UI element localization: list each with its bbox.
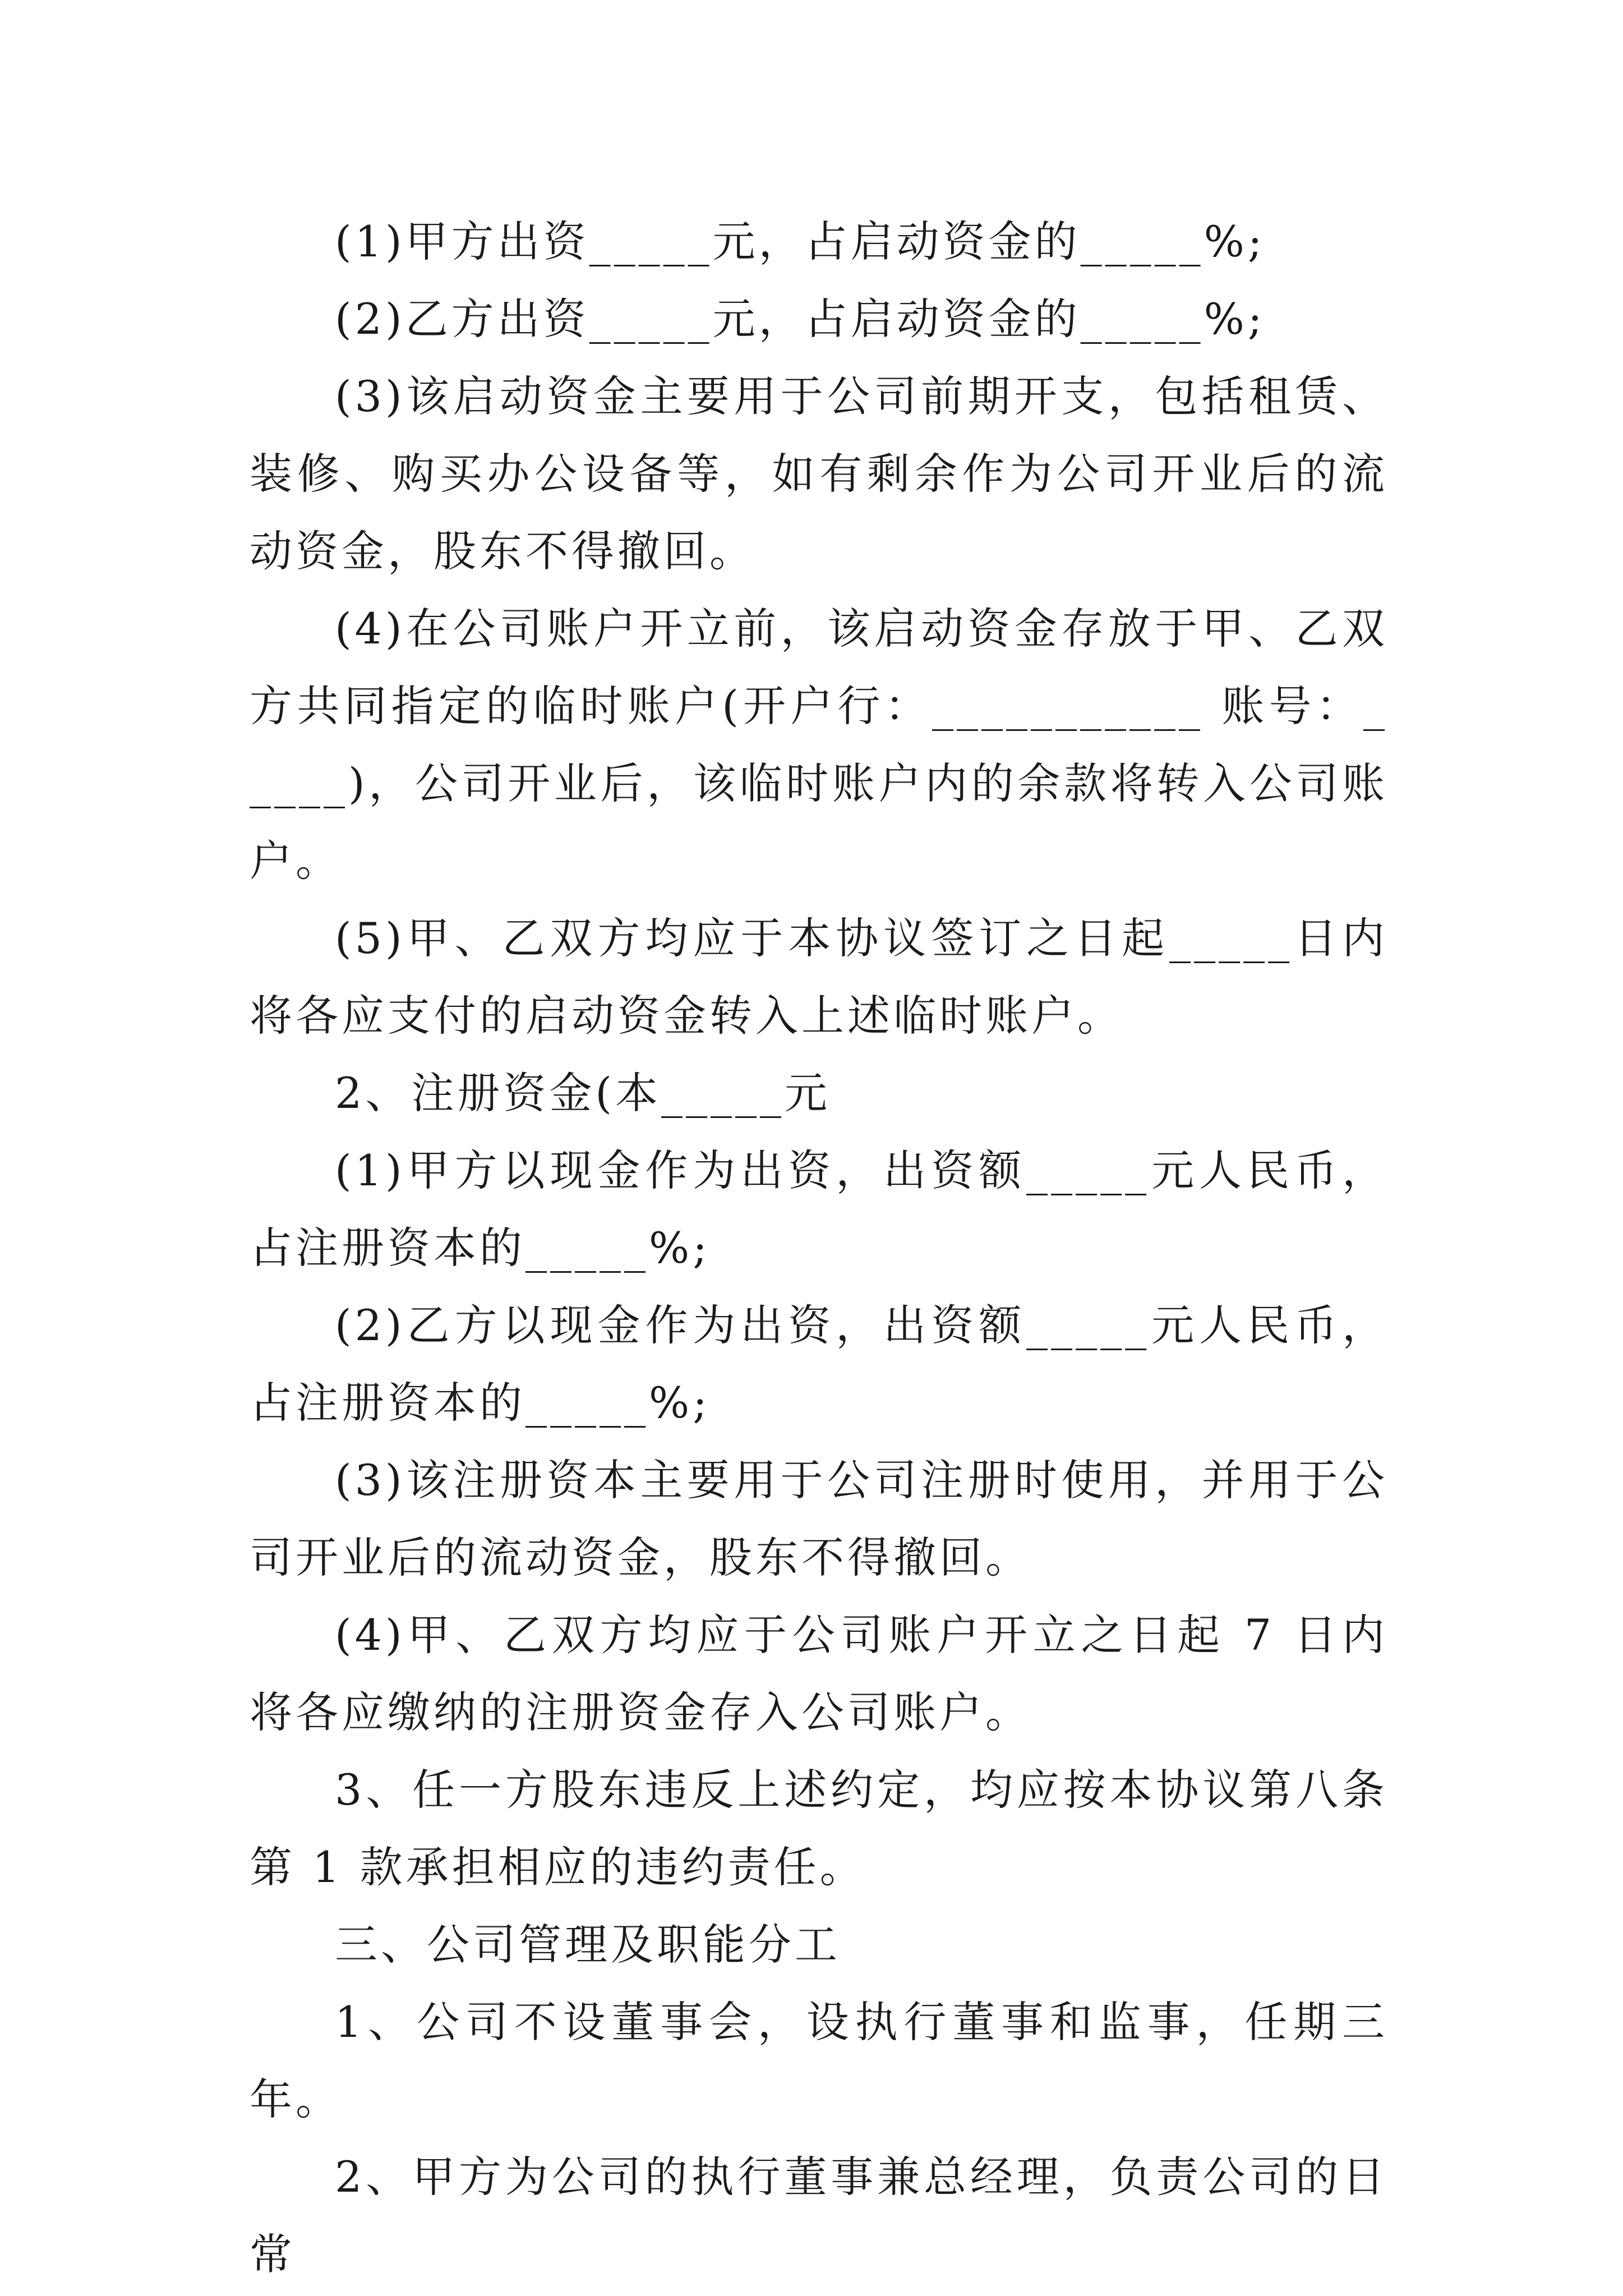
paragraph-general-manager: 2、甲方为公司的执行董事兼总经理，负责公司的日常 <box>250 2152 1388 2279</box>
paragraph-registered-capital-party-a: (1)甲方以现金作为出资，出资额_____元人民币，占注册资本的_____%; <box>250 1145 1388 1273</box>
paragraph-startup-capital-party-a: (1)甲方出资_____元，占启动资金的_____%; <box>335 217 1266 266</box>
paragraph-executive-director: 1、公司不设董事会，设执行董事和监事，任期三年。 <box>250 1997 1388 2124</box>
paragraph-temporary-account: (4)在公司账户开立前，该启动资金存放于甲、乙双方共同指定的临时账户(开户行：___________ 账号：_____)，公司开业后，该临时账户内的余款将转入公司账户。 <box>250 604 1388 886</box>
paragraph-breach-liability: 3、任一方股东违反上述约定，均应按本协议第八条第 1 款承担相应的违约责任。 <box>250 1765 1388 1892</box>
heading-company-management: 三、公司管理及职能分工 <box>335 1920 841 1970</box>
paragraph-startup-capital-usage: (3)该启动资金主要用于公司前期开支，包括租赁、装修、购买办公设备等，如有剩余作为公司开业后的流动资金，股东不得撤回。 <box>250 371 1388 576</box>
heading-registered-capital: 2、注册资金(本_____元 <box>335 1068 831 1118</box>
paragraph-registered-capital-deposit: (4)甲、乙双方均应于公司账户开立之日起 7 日内将各应缴纳的注册资金存入公司账户。 <box>250 1610 1388 1737</box>
paragraph-startup-capital-party-b: (2)乙方出资_____元，占启动资金的_____%; <box>335 294 1266 344</box>
document-body <box>250 203 1388 2293</box>
paragraph-registered-capital-party-b: (2)乙方以现金作为出资，出资额_____元人民币，占注册资本的_____%; <box>250 1300 1388 1428</box>
paragraph-registered-capital-usage: (3)该注册资本主要用于公司注册时使用，并用于公司开业后的流动资金，股东不得撤回。 <box>250 1455 1388 1582</box>
paragraph-transfer-deadline: (5)甲、乙双方均应于本协议签订之日起_____日内将各应支付的启动资金转入上述临时账户。 <box>250 913 1388 1041</box>
